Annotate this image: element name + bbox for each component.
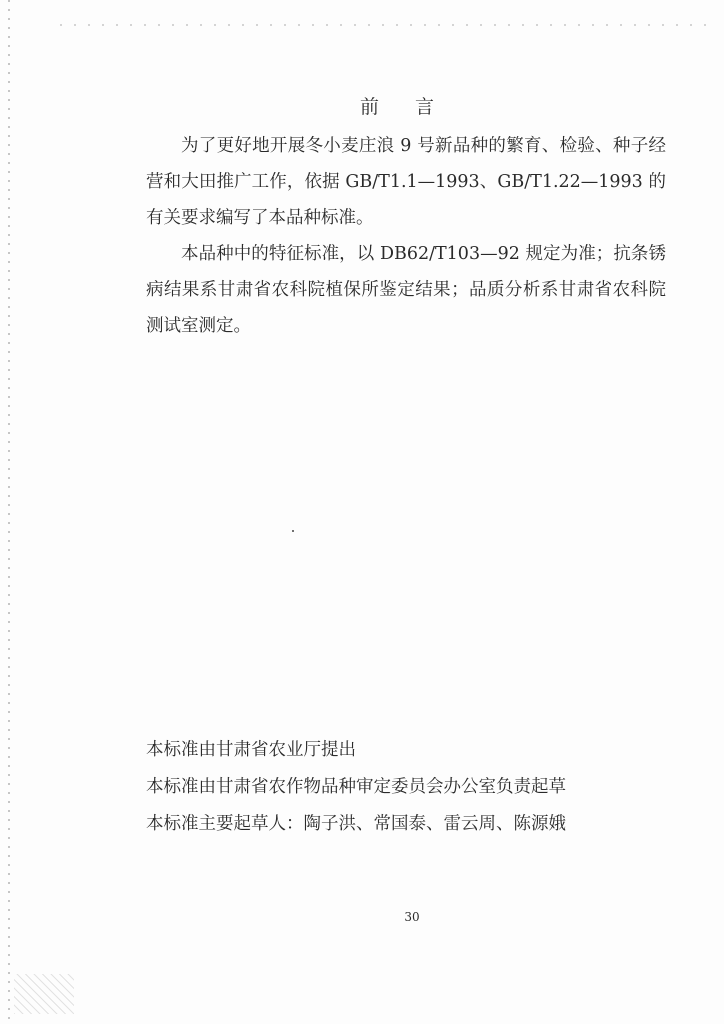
authors-line: 本标准主要起草人：陶子洪、常国泰、雷云周、陈源娥	[146, 814, 566, 834]
title-char-2: 言	[415, 96, 437, 118]
drafting-info	[146, 732, 666, 843]
proposer-line: 本标准由甘肃省农业厅提出	[146, 740, 356, 760]
scan-corner-artifact	[14, 974, 74, 1014]
page-number: 30	[404, 910, 420, 924]
drafter-line: 本标准由甘肃省农作物品种审定委员会办公室负责起草	[146, 777, 566, 797]
stray-mark	[292, 530, 294, 532]
section-title	[36, 92, 724, 119]
paragraph-1: 为了更好地开展冬小麦庄浪 9 号新品种的繁育、检验、种子经营和大田推广工作，依据 GB/T1.1—1993、GB/T1.22—1993 的有关要求编写了本品种标准。	[146, 136, 666, 228]
scan-top-artifact	[60, 24, 710, 26]
scan-edge-artifact	[8, 0, 10, 1024]
title-char-1: 前	[359, 96, 381, 118]
paragraph-2: 本品种中的特征标准，以 DB62/T103—92 规定为准；抗条锈病结果系甘肃省农科院植保所鉴定结果；品质分析系甘肃省农科院测试室测定。	[146, 244, 666, 336]
